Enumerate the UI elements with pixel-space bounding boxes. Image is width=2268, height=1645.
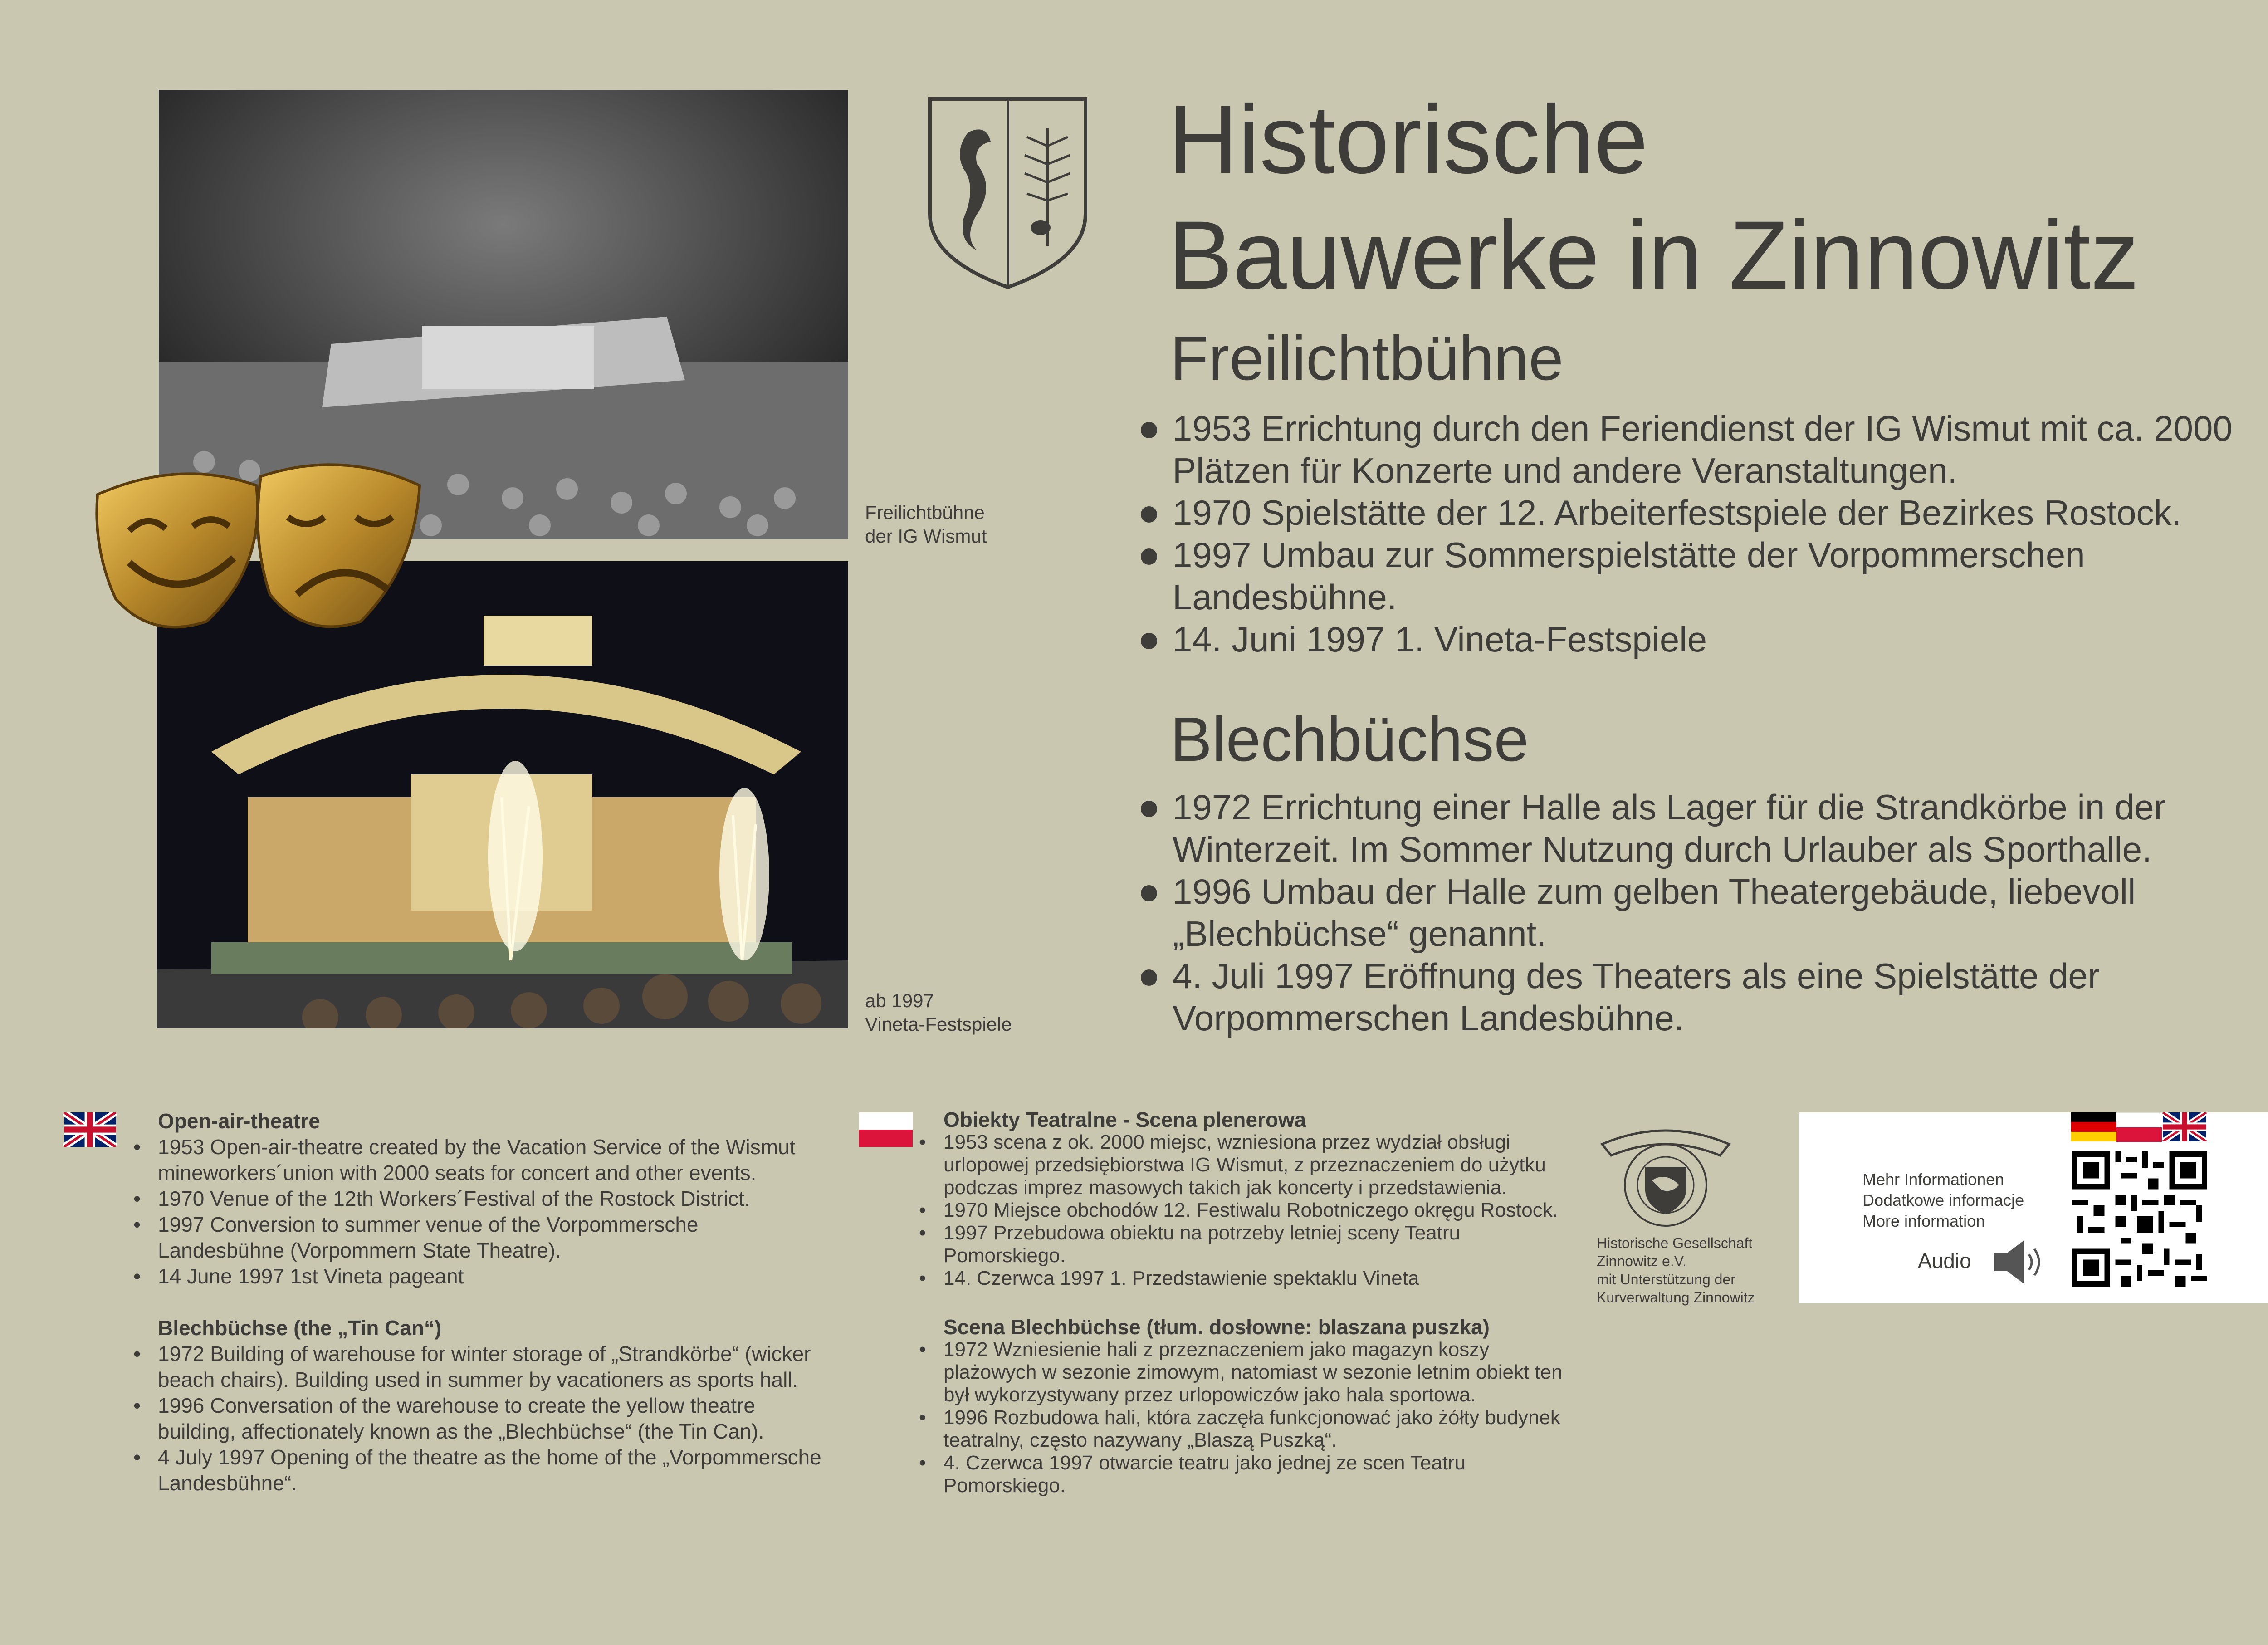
more-info-box [1799,1112,2268,1303]
uk-flag-small-icon [2162,1112,2207,1141]
speaker-icon[interactable] [1992,1237,2046,1287]
photo2-caption: ab 1997 Vineta-Festspiele [865,990,1012,1035]
list-item: 14. Juni 1997 1. Vineta-Festspiele [1141,618,2257,661]
poland-flag-icon [859,1112,913,1147]
list-item: 1970 Spielstätte der 12. Arbeiterfestspiele der Bezirkes Rostock. [1141,492,2257,534]
english-heading-1: Open-air-theatre [158,1109,320,1133]
freilichtbuehne-list [1141,407,2257,661]
list-item: • 1997 Conversion to summer venue of the Vorpommersche Landesbühne (Vorpommern State Theatre). [158,1212,829,1263]
list-item: • 14. Czerwca 1997 1. Przedstawienie spektaklu Vineta [943,1267,1579,1290]
list-item: 1953 Errichtung durch den Feriendienst der IG Wismut mit ca. 2000 Plätzen für Konzerte und andere Veranstaltungen. [1141,407,2257,492]
list-item: 4. Juli 1997 Eröffnung des Theaters als eine Spielstätte der Vorpommerschen Landesbühne. [1141,955,2239,1039]
more-info-text: Mehr Informationen Dodatkowe informacje More information [1862,1170,2024,1230]
list-item: • 1972 Building of warehouse for winter storage of „Strandkörbe“ (wicker beach chairs). Building used in summer by vacationers as sports hall. [158,1341,829,1393]
theatre-masks-icon [88,449,424,640]
audio-label[interactable]: Audio [1918,1249,1971,1273]
section-heading-freilichtbuehne: Freilichtbühne [1170,323,1564,393]
poland-flag-small-icon [2116,1112,2162,1141]
qr-code-icon[interactable] [2072,1151,2207,1287]
blechbuechse-list [1141,786,2239,1039]
list-item: • 1997 Przebudowa obiektu na potrzeby letniej sceny Teatru Pomorskiego. [943,1222,1579,1267]
list-item: 1996 Umbau der Halle zum gelben Theatergebäude, liebevoll „Blechbüchse“ genannt. [1141,871,2239,955]
society-text: Historische Gesellschaft Zinnowitz e.V. mit Unterstützung der Kurverwaltung Zinnowitz [1597,1235,1755,1306]
list-item: • 4 July 1997 Opening of the theatre as the home of the „Vorpommersche Landesbühne“. [158,1444,829,1496]
polish-heading-1: Obiekty Teatralne - Scena plenerowa [943,1108,1306,1131]
polish-heading-2: Scena Blechbüchse (tłum. dosłowne: blaszana puszka) [943,1315,1490,1339]
polish-section [943,1108,1579,1497]
list-item: • 1953 Open-air-theatre created by the Vacation Service of the Wismut mineworkers´union with 2000 seats for concert and other events. [158,1134,829,1186]
list-item: • 4. Czerwca 1997 otwarcie teatru jako jednej ze scen Teatru Pomorskiego. [943,1452,1579,1497]
list-item: 1972 Errichtung einer Halle als Lager für die Strandkörbe in der Winterzeit. Im Sommer Nutzung durch Urlauber als Sporthalle. [1141,786,2239,871]
list-item: • 1972 Wzniesienie hali z przeznaczeniem jako magazyn koszy plażowych w sezonie zimowym, natomiast w sezonie letnim obiekt ten był wykorzystywany przez urlopowiczów jako hala sportowa. [943,1338,1579,1406]
uk-flag-icon [63,1112,117,1147]
society-seal-icon [1593,1112,1738,1230]
page-title: Historische Bauwerke in Zinnowitz [1168,85,2139,309]
english-section [158,1108,829,1496]
list-item: • 1970 Miejsce obchodów 12. Festiwalu Robotniczego okręgu Rostock. [943,1199,1579,1222]
list-item: • 1996 Rozbudowa hali, która zaczęła funkcjonować jako żółty budynek teatralny, często nazywany „Blaszą Puszką“. [943,1406,1579,1452]
list-item: • 1970 Venue of the 12th Workers´Festival of the Rostock District. [158,1186,829,1212]
list-item: • 14 June 1997 1st Vineta pageant [158,1263,829,1289]
english-heading-2: Blechbüchse (the „Tin Can“) [158,1316,442,1340]
list-item: • 1996 Conversation of the warehouse to create the yellow theatre building, affectionately known as the „Blechbüchse“ (the Tin Can). [158,1393,829,1444]
coat-of-arms-icon [927,96,1088,290]
photo1-caption: Freilichtbühne der IG Wismut [865,502,987,547]
list-item: • 1953 scena z ok. 2000 miejsc, wzniesiona przez wydział obsługi urlopowej przedsiębiorstwa IG Wismut, z przeznaczeniem do użytku podczas imprez masowych takich jak koncerty i przedstawienia. [943,1131,1579,1199]
list-item: 1997 Umbau zur Sommerspielstätte der Vorpommerschen Landesbühne. [1141,534,2257,618]
germany-flag-icon [2071,1112,2116,1141]
section-heading-blechbuechse: Blechbüchse [1170,705,1529,774]
